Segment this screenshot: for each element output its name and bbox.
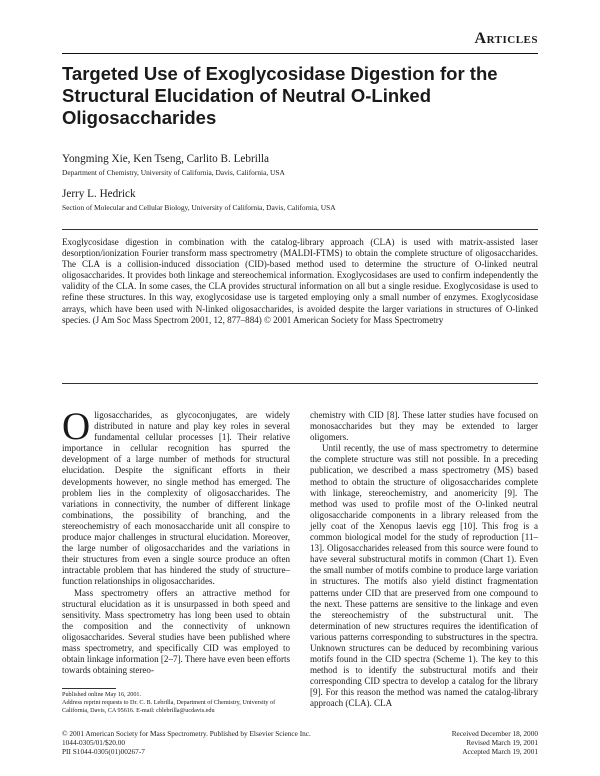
- body-paragraph: Until recently, the use of mass spectrometry to determine the complete structure was still not possible. In a preceding publication, we described a mass spectrometry (MS) based method to obtain the structure of oligosaccharides complete with linkage, stereochemistry, and anomericity [9]. The method was used to profile most of the O-linked neutral oligosaccharide components in a library released from the jelly coat of the Xenopus laevis egg [10]. This frog is a common biological model for the study of reproduction [11–13]. Oligosaccharides released from this source were found to have several substructural motifs in common (Chart 1). Even the small number of motifs combine to produce large variation in structures. The motifs also yield distinct fragmentation patterns under CID that are preserved from one compound to the next. These patterns are sensitive to the linkage and even the stereochemistry of the substructural unit. The determination of new structures requires the identification of various patterns corresponding to substructures in the spectra. Unknown structures can be deduced by recombining various motifs found in the CID spectra (Scheme 1). The key to this method is to identify the substructural motifs and their corresponding CID spectra to develop a catalog for the library [9]. For this reason the method was named the catalog-library approach (CLA). CLA: [310, 443, 538, 709]
- copyright: © 2001 American Society for Mass Spectrometry. Published by Elsevier Science Inc.: [62, 729, 311, 738]
- article-title: Targeted Use of Exoglycosidase Digestion for the Structural Elucidation of Neutral O-Linked Oligosaccharides: [62, 63, 498, 128]
- abstract: Exoglycosidase digestion in combination with the catalog-library approach (CLA) is used with matrix-assisted laser desorption/ionization Fourier transform mass spectrometry (MALDI-FTMS) to obtain the complete structure of oligosaccharides. The CLA is a collision-induced dissociation (CID)-based method used to determine the structure of O-linked neutral oligosaccharides. It provides both linkage and stereochemical information. Exoglycosidases are used to confirm independently the validity of the CLA. In some cases, the CLA provides structural information on all but a single residue. Exoglycosidase is used to refine these structures. In this way, exoglycosidase use is targeted employing only a small number of enzymes. Exoglycosidase arrays, which have been used with N-linked oligosaccharides, is avoided despite the larger variations in structures of O-linked species. (J Am Soc Mass Spectrom 2001, 12, 877–884) © 2001 American Society for Mass Spectrometry: [62, 237, 538, 325]
- footnote-published: Published online May 16, 2001.: [62, 691, 142, 698]
- accepted-date: Accepted March 19, 2001: [462, 747, 538, 757]
- publication-dates: [452, 729, 538, 757]
- received-date: Received December 18, 2000: [451, 729, 538, 738]
- author-names: Jerry L. Hedrick: [62, 188, 136, 200]
- body-paragraph: chemistry with CID [8]. These latter studies have focused on monosaccharides but they may be extended to larger oligomers.: [310, 410, 538, 443]
- section-label: Articles: [474, 30, 538, 47]
- footnote: [62, 691, 292, 716]
- author-affiliation: Section of Molecular and Cellular Biology, University of California, Davis, California, USA: [62, 203, 336, 212]
- author-names: Yongming Xie, Ken Tseng, Carlito B. Lebrilla: [62, 153, 269, 165]
- body-column-right: [310, 410, 538, 710]
- abstract-top-rule: [62, 229, 538, 230]
- pii: PII S1044-0305(01)00267-7: [62, 747, 145, 757]
- author-affiliation: Department of Chemistry, University of California, Davis, California, USA: [62, 168, 285, 177]
- drop-cap: O: [62, 405, 91, 448]
- publication-info: [62, 729, 311, 757]
- footnote-address: Address reprint requests to Dr. C. B. Lebrilla, Department of Chemistry, University of California, Davis, CA 95616. E-mail: cblebrilla@ucdavis.edu: [62, 699, 276, 715]
- body-paragraph: [62, 405, 290, 588]
- body-column-left: [62, 405, 290, 676]
- header-rule: [62, 53, 538, 54]
- issn: 1044-0305/01/$20.00: [62, 738, 126, 748]
- revised-date: Revised March 19, 2001: [466, 738, 538, 748]
- abstract-bottom-rule: [62, 383, 538, 384]
- paragraph-text: ligosaccharides, as glycoconjugates, are widely distributed in nature and play key roles in several fundamental cellular processes [1]. Their relative importance in cellular recognition has spurred the development of a large number of methods for structural elucidation. Despite the significant efforts in their developments however, no single method has emerged. The problem lies in the complexity of oligosaccharides. The variations in connectivity, the number of different linkage combinations, the possibility of branching, and the stereochemistry of each monosaccharide unit all conspire to produce major challenges in structural elucidation. Moreover, the large number of oligosaccharides and the variations in their structures from even a single source produce an often intractable problem that has hindered the study of structure–function relationships in oligosaccharides.: [62, 410, 290, 587]
- body-paragraph: Mass spectrometry offers an attractive method for structural elucidation as it is unsurpassed in both speed and sensitivity. Mass spectrometry has long been used to obtain the composition and the connectivity of unknown oligosaccharides. Several studies have been published where mass spectrometry, and specifically CID was employed to obtain linkage information [2–7]. There have even been efforts towards obtaining stereo-: [62, 587, 290, 676]
- footnote-rule: [62, 688, 116, 689]
